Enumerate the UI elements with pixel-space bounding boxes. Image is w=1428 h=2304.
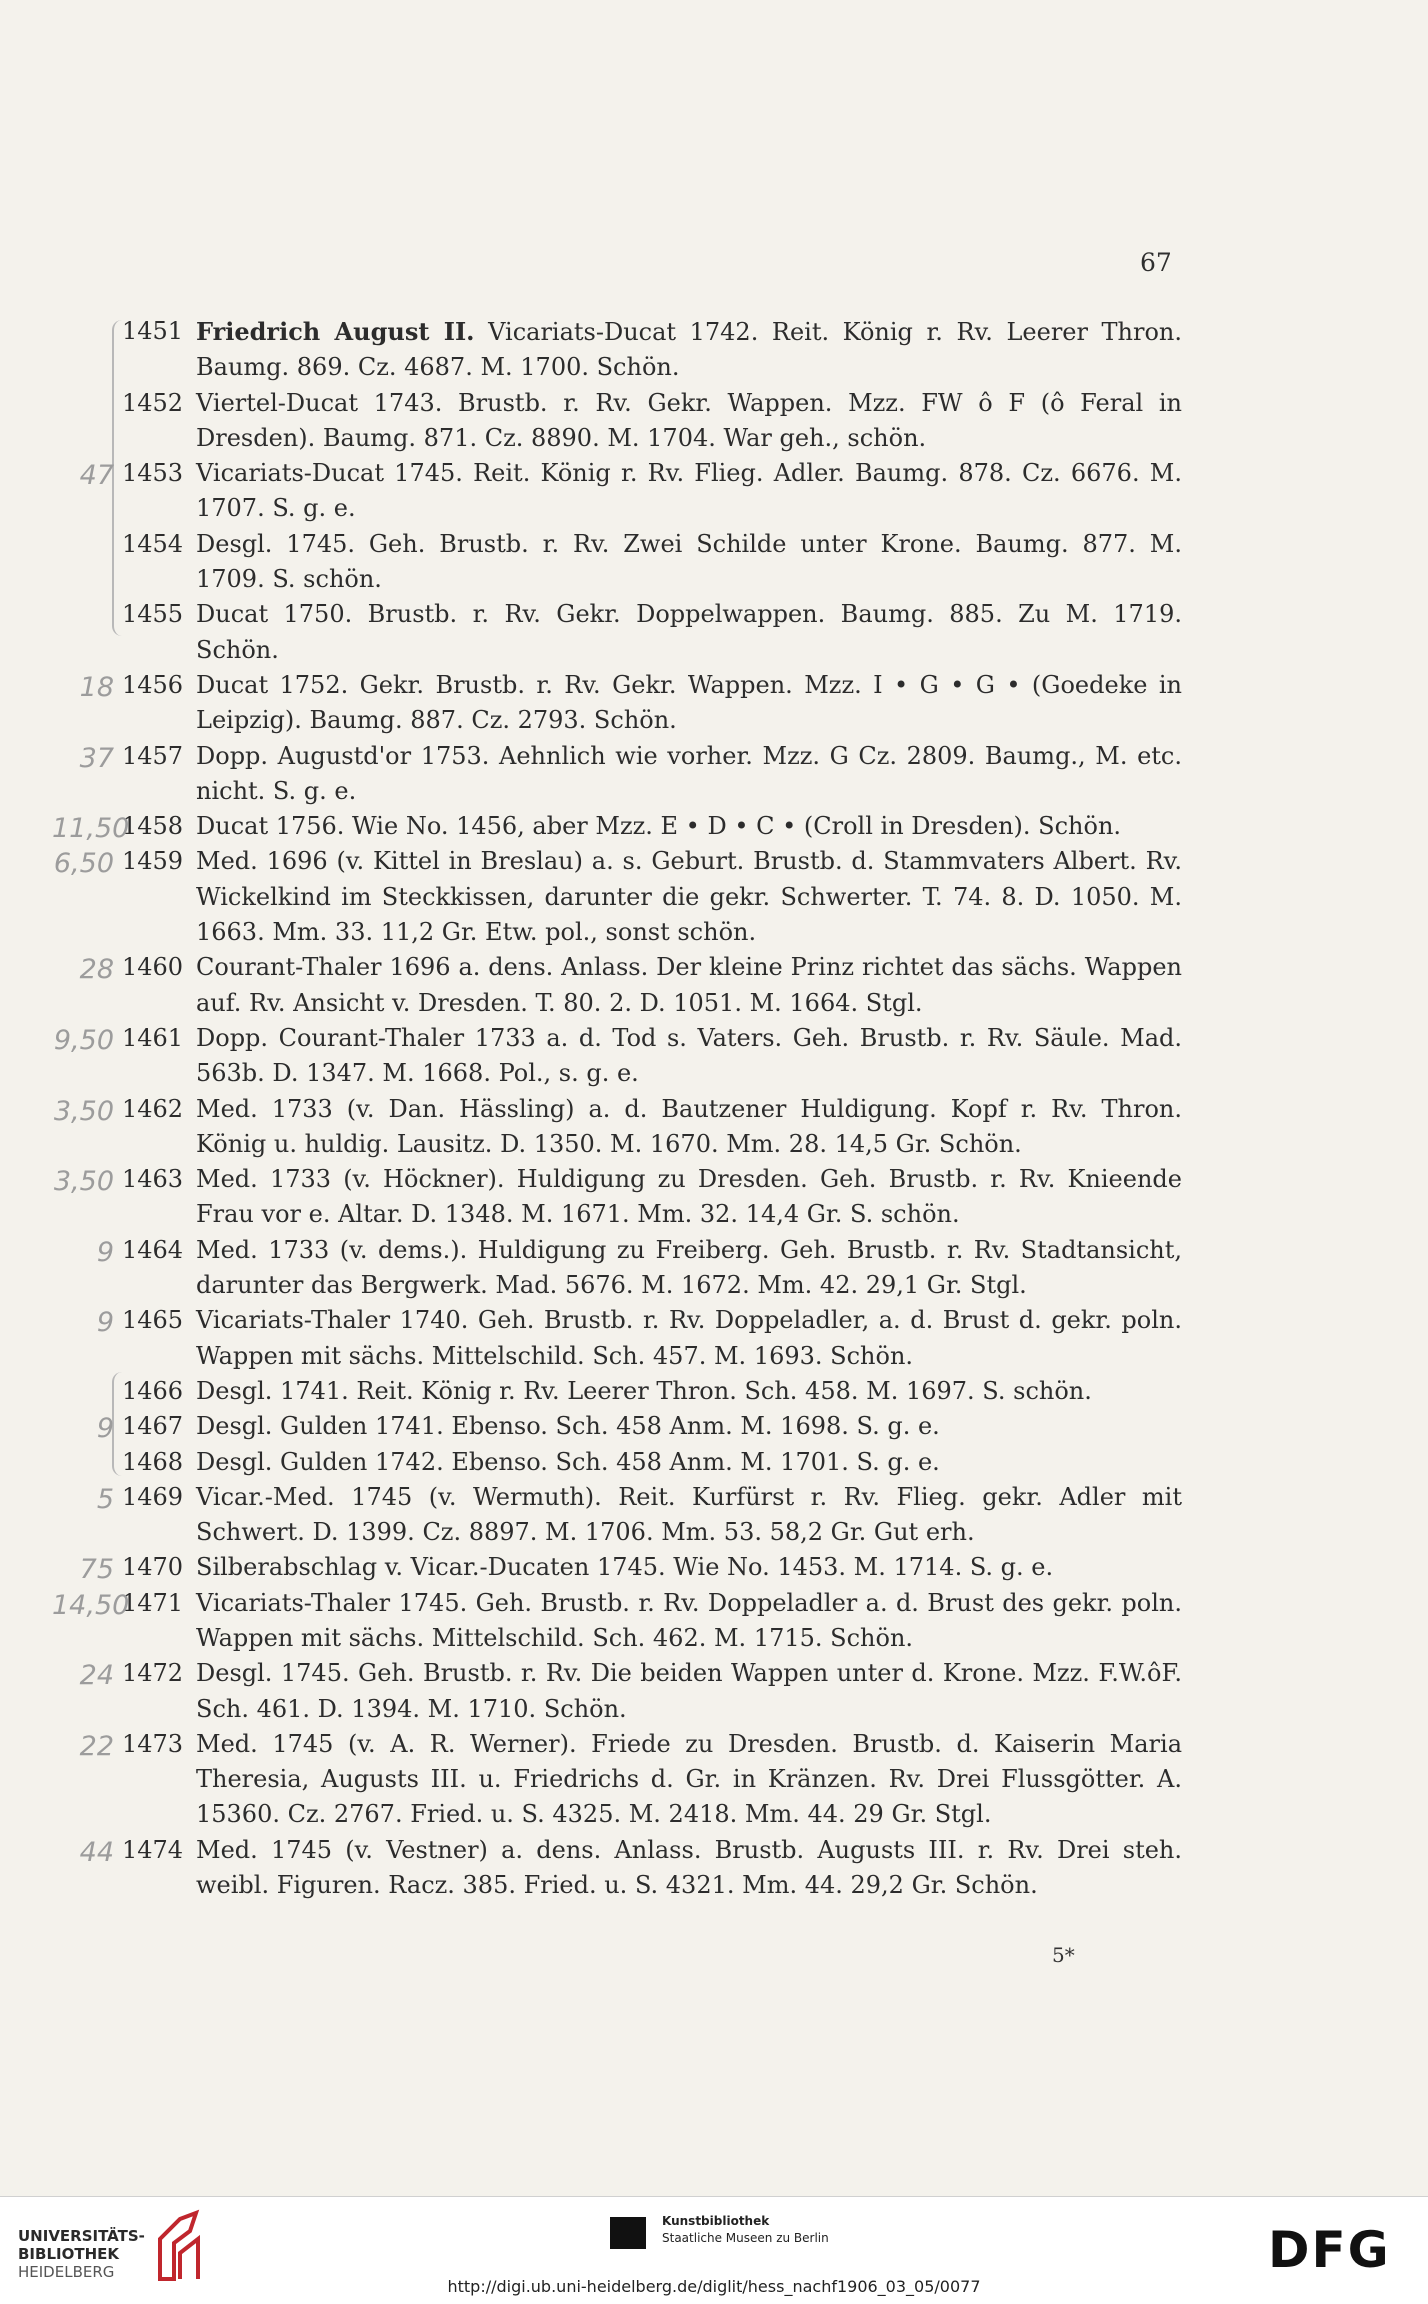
entry-description [196, 1374, 1182, 1409]
entry-text: Ducat 1756. Wie No. 1456, aber Mzz. E • D • C • (Croll in Dresden). Schön. [196, 812, 1122, 841]
catalog-entry [79, 1656, 1182, 1727]
entry-description [196, 1233, 1182, 1304]
catalog-entry [122, 314, 1182, 386]
entry-text: Med. 1745 (v. Vestner) a. dens. Anlass. Brustb. Augusts III. r. Rv. Drei steh. weibl. Figuren. Racz. 385. Fried. u. S. 4321. Mm. 44. 29,2 Gr. Schön. [196, 1835, 1182, 1900]
entry-number: 1464 [122, 1235, 184, 1264]
catalog-entry [53, 1162, 1182, 1233]
entry-description [196, 527, 1182, 598]
entry-description [196, 1833, 1182, 1904]
pencil-price-note: 22 [79, 1730, 114, 1762]
entry-text: Viertel-Ducat 1743. Brustb. r. Rv. Gekr. Wappen. Mzz. FW ô F (ô Feral in Dresden). Baumg. 871. Cz. 8890. M. 1704. War geh., schön. [196, 388, 1182, 452]
entry-text: Courant-Thaler 1696 a. dens. Anlass. Der kleine Prinz richtet das sächs. Wappen auf. Rv. Ansicht v. Dresden. T. 80. 2. D. 1051. M. 1664. Stgl. [196, 953, 1182, 1017]
page-number: 67 [1140, 248, 1172, 277]
entry-number: 1465 [122, 1306, 184, 1335]
catalog-entry [79, 1833, 1182, 1904]
kunstbibliothek-logo[interactable] [662, 2213, 829, 2247]
permalink-url[interactable]: http://digi.ub.uni-heidelberg.de/diglit/hess_nachf1906_03_05/0077 [447, 2277, 981, 2296]
catalog-entry [122, 386, 1182, 457]
catalog-entry [79, 739, 1182, 810]
entry-text: Ducat 1750. Brustb. r. Rv. Gekr. Doppelwappen. Baumg. 885. Zu M. 1719. Schön. [196, 600, 1182, 664]
catalog-entry [122, 1445, 1182, 1480]
catalog-entry [53, 1021, 1182, 1092]
entry-description [196, 1586, 1182, 1657]
pencil-price-note: 3,50 [53, 1095, 114, 1127]
entry-number: 1459 [122, 847, 184, 876]
entry-description [196, 1021, 1182, 1092]
entry-description [196, 1445, 1182, 1480]
logo-text-line: BIBLIOTHEK [18, 2245, 119, 2263]
entry-number: 1456 [122, 670, 184, 699]
signature-mark: 5* [1052, 1943, 1075, 1967]
pencil-price-note: 47 [79, 460, 114, 492]
pencil-price-note: 9,50 [53, 1024, 114, 1056]
entry-description [196, 1303, 1182, 1374]
entry-description [196, 456, 1182, 527]
entry-number: 1463 [122, 1165, 184, 1194]
entry-number: 1462 [122, 1094, 184, 1123]
ruler-heading: Friedrich August II. [196, 317, 475, 346]
pencil-price-note: 75 [79, 1554, 114, 1586]
pencil-price-note: 37 [79, 742, 114, 774]
entry-text: Desgl. 1741. Reit. König r. Rv. Leerer Thron. Sch. 458. M. 1697. S. schön. [196, 1376, 1092, 1405]
catalog-entry [96, 1303, 1182, 1374]
pencil-price-note: 5 [96, 1483, 114, 1515]
catalog-entries [52, 314, 1182, 1903]
entry-description [196, 1727, 1182, 1833]
catalog-entry [96, 1233, 1182, 1304]
pencil-price-note: 28 [79, 954, 114, 986]
entry-number: 1453 [122, 459, 184, 488]
logo-text-line: Staatliche Museen zu Berlin [662, 2231, 829, 2245]
entry-number: 1469 [122, 1482, 184, 1511]
entry-number: 1468 [122, 1447, 184, 1476]
entry-description [196, 844, 1182, 950]
entry-description [196, 1550, 1182, 1585]
entry-text: Desgl. Gulden 1742. Ebenso. Sch. 458 Anm. M. 1701. S. g. e. [196, 1447, 940, 1476]
entry-text: Med. 1745 (v. A. R. Werner). Friede zu Dresden. Brustb. d. Kaiserin Maria Theresia, Augusts III. u. Friedrichs d. Gr. in Kränzen. Rv. Drei Flussgötter. A. 15360. Cz. 2767. Fried. u. S. 4325. M. 2418. Mm. 44. 29 Gr. Stgl. [196, 1729, 1182, 1829]
pencil-price-note: 9 [96, 1236, 114, 1268]
logo-text-line: UNIVERSITÄTS- [18, 2227, 145, 2245]
entry-text: Dopp. Courant-Thaler 1733 a. d. Tod s. Vaters. Geh. Brustb. r. Rv. Säule. Mad. 563b. D. 1347. M. 1668. Pol., s. g. e. [196, 1023, 1182, 1088]
entry-number: 1461 [122, 1023, 184, 1052]
entry-number: 1474 [122, 1835, 184, 1864]
catalog-entry [79, 950, 1182, 1021]
entry-description [196, 668, 1182, 739]
entry-number: 1460 [122, 953, 184, 982]
entry-text: Vicariats-Thaler 1740. Geh. Brustb. r. Rv. Doppeladler, a. d. Brust d. gekr. poln. Wappen mit sächs. Mittelschild. Sch. 457. M. 1693. Schön. [196, 1306, 1182, 1370]
heidelberg-emblem-icon [150, 2209, 206, 2283]
pencil-price-note: 14,50 [52, 1589, 130, 1621]
pencil-price-note: 3,50 [53, 1166, 114, 1198]
pencil-price-note: 6,50 [53, 848, 114, 880]
entry-description [196, 950, 1182, 1021]
entry-text: Ducat 1752. Gekr. Brustb. r. Rv. Gekr. Wappen. Mzz. I • G • G • (Goedeke in Leipzig). Baumg. 887. Cz. 2793. Schön. [196, 670, 1182, 735]
logo-text-line: Kunstbibliothek [662, 2214, 770, 2228]
catalog-entry [96, 1480, 1182, 1551]
entry-number: 1467 [122, 1412, 184, 1441]
entry-text: Vicariats-Thaler 1745. Geh. Brustb. r. Rv. Doppeladler a. d. Brust des gekr. poln. Wappen mit sächs. Mittelschild. Sch. 462. M. 1715. Schön. [196, 1588, 1182, 1652]
entry-description [196, 739, 1182, 810]
entry-text: Desgl. 1745. Geh. Brustb. r. Rv. Zwei Schilde unter Krone. Baumg. 877. M. 1709. S. schön. [196, 529, 1182, 594]
entry-text: Med. 1696 (v. Kittel in Breslau) a. s. Geburt. Brustb. d. Stammvaters Albert. Rv. Wickelkind im Steckkissen, darunter die gekr. Schwerter. T. 74. 8. D. 1050. M. 1663. Mm. 33. 11,2 Gr. Etw. pol., sonst schön. [196, 847, 1182, 947]
dfg-logo[interactable]: DFG [1268, 2221, 1391, 2279]
entry-text: Silberabschlag v. Vicar.-Ducaten 1745. Wie No. 1453. M. 1714. S. g. e. [196, 1553, 1054, 1582]
catalog-entry [79, 456, 1182, 527]
entry-number: 1451 [122, 317, 184, 345]
pencil-price-note: 9 [96, 1413, 114, 1445]
entry-description [196, 314, 1182, 386]
entry-description [196, 1092, 1182, 1163]
catalog-entry [52, 1586, 1182, 1657]
entry-number: 1454 [122, 529, 184, 558]
entry-number: 1455 [122, 600, 184, 629]
entry-text: Med. 1733 (v. Höckner). Huldigung zu Dresden. Geh. Brustb. r. Rv. Knieende Frau vor e. Altar. D. 1348. M. 1671. Mm. 32. 14,4 Gr. S. schön. [196, 1165, 1182, 1229]
entry-text: Vicariats-Ducat 1745. Reit. König r. Rv. Flieg. Adler. Baumg. 878. Cz. 6676. M. 1707. S. g. e. [196, 459, 1182, 523]
entry-number: 1471 [122, 1588, 184, 1617]
catalog-entry [79, 668, 1182, 739]
pencil-price-note: 18 [79, 671, 114, 703]
entry-text: Desgl. 1745. Geh. Brustb. r. Rv. Die beiden Wappen unter d. Krone. Mzz. F.W.ôF. Sch. 461. D. 1394. M. 1710. Schön. [196, 1659, 1182, 1723]
catalog-entry [79, 1727, 1182, 1833]
entry-description [196, 597, 1182, 668]
entry-description [196, 1409, 1182, 1444]
entry-description [196, 1162, 1182, 1233]
catalog-entry [52, 809, 1182, 845]
entry-description [196, 1656, 1182, 1727]
kunstbibliothek-logo-icon [610, 2217, 646, 2249]
logo-text-line: HEIDELBERG [18, 2263, 115, 2281]
entry-number: 1457 [122, 741, 184, 770]
entry-number: 1452 [122, 388, 184, 417]
entry-number: 1472 [122, 1659, 184, 1688]
entry-number: 1466 [122, 1376, 184, 1405]
entry-number: 1458 [122, 812, 184, 841]
catalog-entry [96, 1409, 1182, 1445]
pencil-price-note: 11,50 [52, 813, 130, 845]
pencil-price-note: 9 [96, 1307, 114, 1339]
entry-text: Vicariats-Ducat 1742. Reit. König r. Rv. Leerer Thron. Baumg. 869. Cz. 4687. M. 1700. Schön. [196, 318, 1182, 382]
catalog-entry [79, 1550, 1182, 1586]
entry-text: Med. 1733 (v. Dan. Hässling) a. d. Bautzener Huldigung. Kopf r. Rv. Thron. König u. huldig. Lausitz. D. 1350. M. 1670. Mm. 28. 14,5 Gr. Schön. [196, 1094, 1182, 1158]
catalog-entry [53, 844, 1182, 950]
entry-description [196, 1480, 1182, 1551]
entry-text: Vicar.-Med. 1745 (v. Wermuth). Reit. Kurfürst r. Rv. Flieg. gekr. Adler mit Schwert. D. 1399. Cz. 8897. M. 1706. Mm. 53. 58,2 Gr. Gut erh. [196, 1482, 1182, 1547]
heidelberg-library-logo[interactable] [18, 2227, 145, 2281]
entry-number: 1473 [122, 1729, 184, 1758]
entry-text: Dopp. Augustd'or 1753. Aehnlich wie vorher. Mzz. G Cz. 2809. Baumg., M. etc. nicht. S. g. e. [196, 741, 1182, 805]
entry-text: Med. 1733 (v. dems.). Huldigung zu Freiberg. Geh. Brustb. r. Rv. Stadtansicht, darunter das Bergwerk. Mad. 5676. M. 1672. Mm. 42. 29,1 Gr. Stgl. [196, 1235, 1182, 1300]
entry-text: Desgl. Gulden 1741. Ebenso. Sch. 458 Anm. M. 1698. S. g. e. [196, 1412, 940, 1441]
entry-description [196, 386, 1182, 457]
entry-number: 1470 [122, 1553, 184, 1582]
catalog-entry [122, 527, 1182, 598]
catalog-entry [122, 1374, 1182, 1409]
pencil-price-note: 44 [79, 1836, 114, 1868]
catalog-entry [53, 1092, 1182, 1163]
pencil-price-note: 24 [79, 1660, 114, 1692]
catalog-entry [122, 597, 1182, 668]
entry-description [196, 809, 1182, 844]
footer-bar [0, 2196, 1428, 2304]
